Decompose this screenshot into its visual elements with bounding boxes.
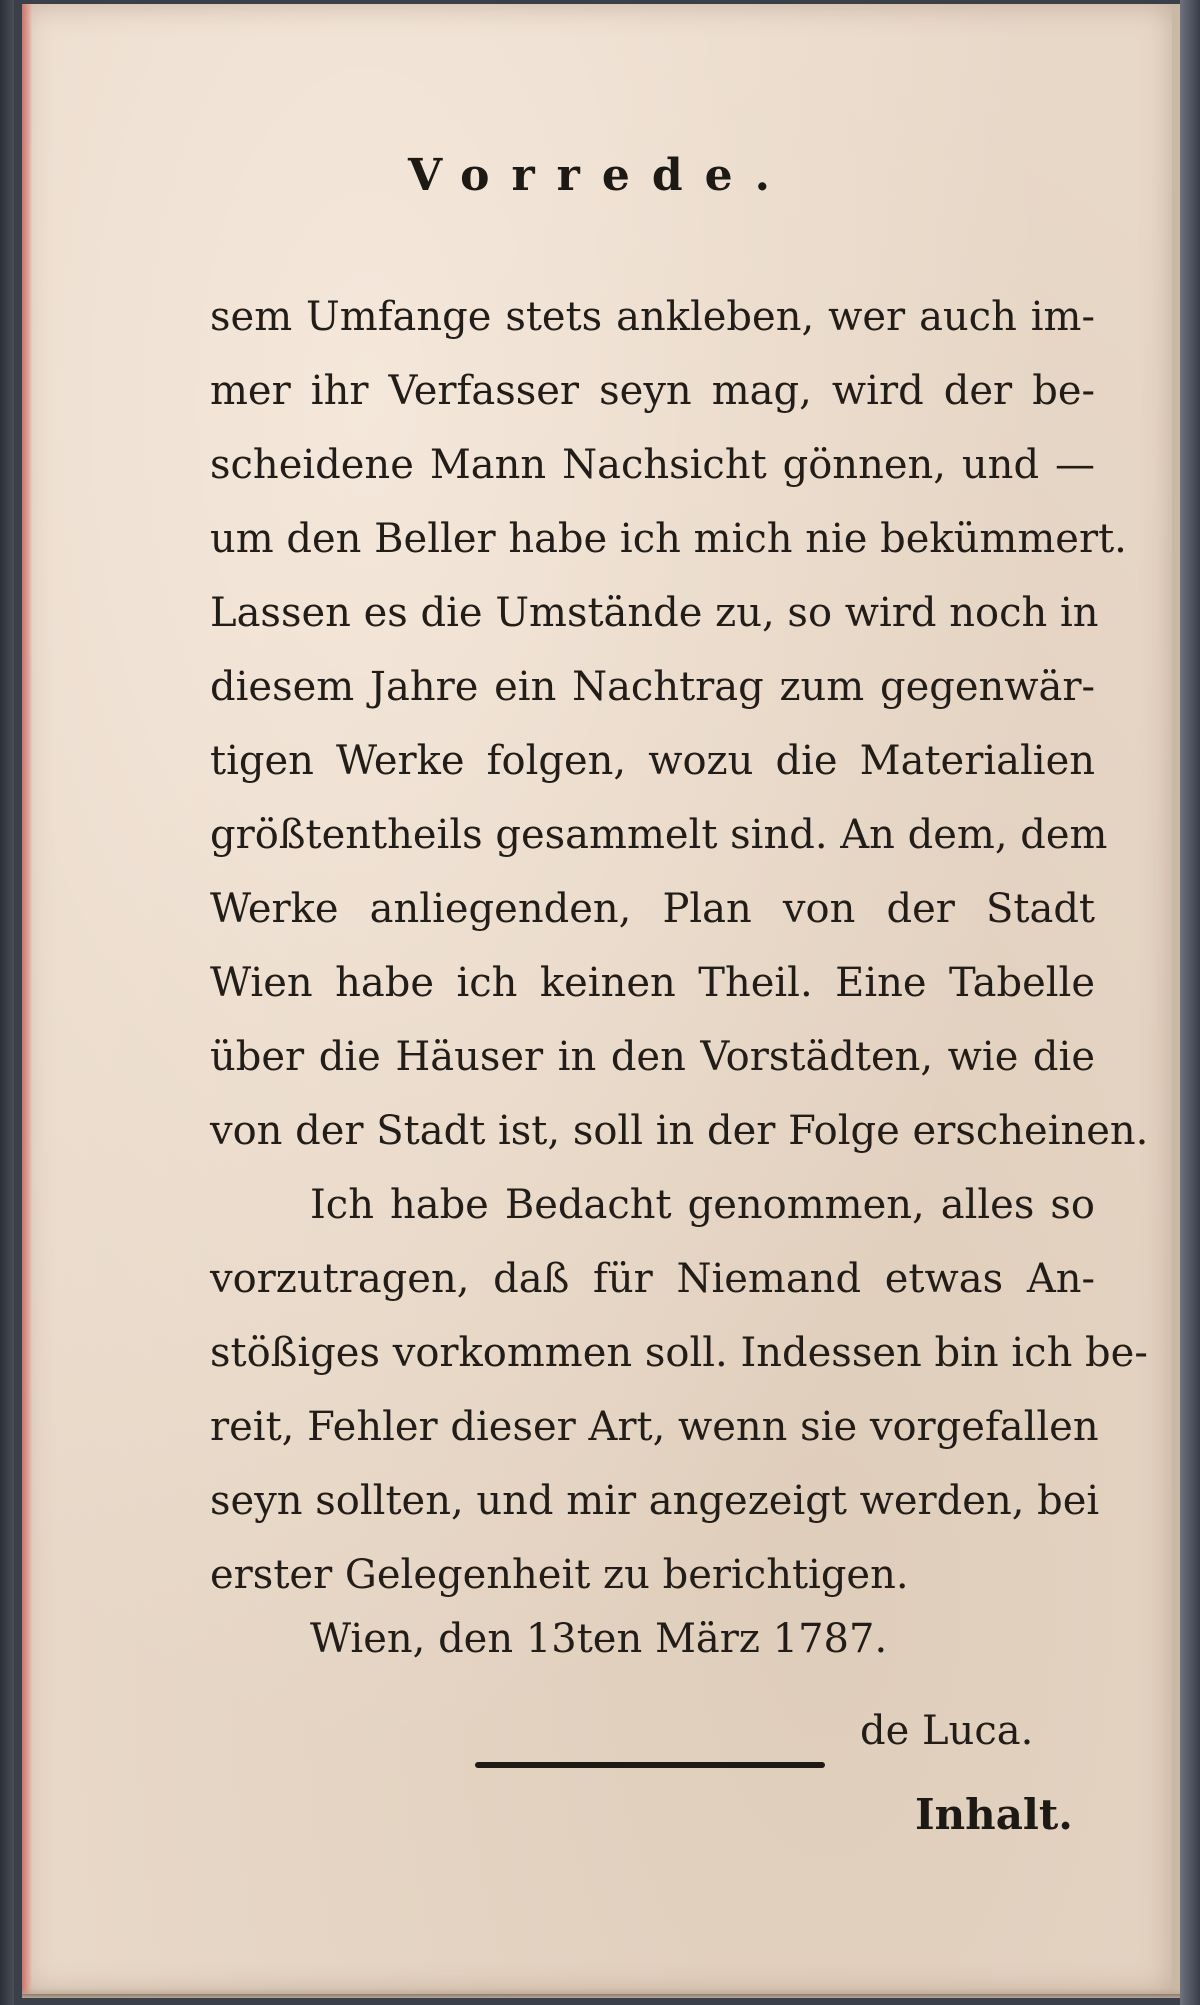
text-line: mer ihr Verfasser seyn mag, wird der be- [210,368,1095,414]
body-text [210,280,1149,1612]
page-bottom-edge [22,1988,1180,1998]
text-line: reit, Fehler dieser Art, wenn sie vorgefallen [210,1404,1099,1450]
book-left-edge [0,0,14,2005]
divider-rule [475,1762,825,1768]
catchword: Inhalt. [915,1790,1073,1839]
page-heading: Vorrede. [408,150,792,201]
text-line: Lassen es die Umstände zu, so wird noch in [210,590,1099,636]
text-line: von der Stadt ist, soll in der Folge erscheinen. [210,1108,1149,1154]
page-red-edge [22,4,32,1994]
text-line: stößiges vorkommen soll. Indessen bin ich be- [210,1330,1148,1376]
text-line: scheidene Mann Nachsicht gönnen, und — [210,442,1095,488]
text-line: Ich habe Bedacht genommen, alles so [310,1182,1095,1228]
text-line: seyn sollten, und mir angezeigt werden, bei [210,1478,1100,1524]
date-signoff: Wien, den 13ten März 1787. [310,1616,888,1662]
text-line: Wien habe ich keinen Theil. Eine Tabelle [210,960,1095,1006]
book-right-edge [1180,0,1200,2005]
text-line: vorzutragen, daß für Niemand etwas An- [210,1256,1095,1302]
text-line: erster Gelegenheit zu berichtigen. [210,1552,909,1598]
text-line: um den Beller habe ich mich nie bekümmert. [210,516,1127,562]
author-signature: de Luca. [860,1708,1034,1754]
text-line: sem Umfange stets ankleben, wer auch im- [210,294,1095,340]
text-line: diesem Jahre ein Nachtrag zum gegenwär- [210,664,1095,710]
text-line: Werke anliegenden, Plan von der Stadt [210,886,1095,932]
text-line: tigen Werke folgen, wozu die Materialien [210,738,1095,784]
text-line: größtentheils gesammelt sind. An dem, dem [210,812,1108,858]
text-line: über die Häuser in den Vorstädten, wie die [210,1034,1095,1080]
